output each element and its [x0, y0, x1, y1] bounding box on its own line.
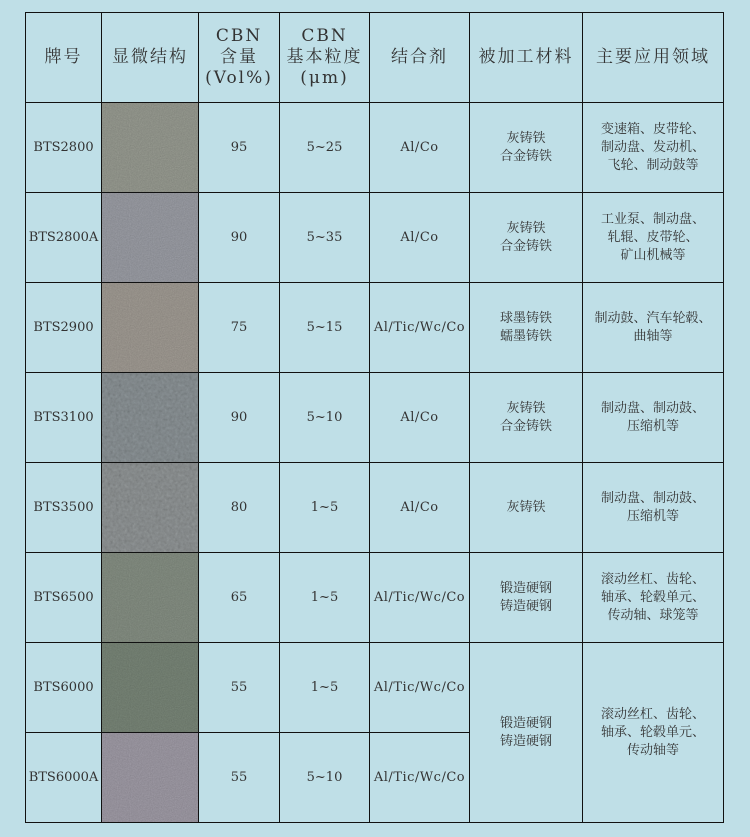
table-row	[26, 553, 724, 643]
cbn-content-cell: 90	[199, 193, 280, 283]
cbn-content-cell: 55	[199, 643, 280, 733]
binder-cell: Al/Co	[370, 193, 470, 283]
header-application: 主要应用领域	[583, 13, 724, 103]
header-grain-size: CBN 基本粒度 (μm)	[280, 13, 370, 103]
micrograph-image	[102, 373, 199, 463]
grade-cell: BTS3100	[26, 373, 102, 463]
material-cell: 灰铸铁 合金铸铁	[470, 103, 583, 193]
application-cell: 制动鼓、汽车轮毂、 曲轴等	[583, 283, 724, 373]
table-row	[26, 643, 724, 733]
table-row	[26, 463, 724, 553]
cbn-content-cell: 90	[199, 373, 280, 463]
binder-cell: Al/Co	[370, 103, 470, 193]
cbn-content-cell: 95	[199, 103, 280, 193]
application-cell: 工业泵、制动盘、 轧辊、皮带轮、 矿山机械等	[583, 193, 724, 283]
grade-cell: BTS6000	[26, 643, 102, 733]
header-grade: 牌号	[26, 13, 102, 103]
grain-size-cell: 5~35	[280, 193, 370, 283]
table-row	[26, 103, 724, 193]
material-cell: 球墨铸铁 蠕墨铸铁	[470, 283, 583, 373]
grade-cell: BTS2900	[26, 283, 102, 373]
grain-size-cell: 1~5	[280, 463, 370, 553]
grade-cell: BTS3500	[26, 463, 102, 553]
binder-cell: Al/Tic/Wc/Co	[370, 553, 470, 643]
micrograph-image	[102, 193, 199, 283]
material-cell: 锻造硬钢 铸造硬钢	[470, 553, 583, 643]
header-binder: 结合剂	[370, 13, 470, 103]
grain-size-cell: 5~15	[280, 283, 370, 373]
grain-size-cell: 1~5	[280, 553, 370, 643]
micrograph-image	[102, 553, 199, 643]
cbn-content-cell: 75	[199, 283, 280, 373]
micrograph-image	[102, 463, 199, 553]
header-cbn-content: CBN 含量 (Vol%)	[199, 13, 280, 103]
grade-cell: BTS6500	[26, 553, 102, 643]
cbn-grade-spec-table	[25, 12, 724, 823]
micrograph-image	[102, 733, 199, 823]
binder-cell: Al/Tic/Wc/Co	[370, 733, 470, 823]
micrograph-image	[102, 103, 199, 193]
application-cell: 滚动丝杠、齿轮、 轴承、轮毂单元、 传动轴、球笼等	[583, 553, 724, 643]
application-cell: 变速箱、皮带轮、 制动盘、发动机、 飞轮、制动鼓等	[583, 103, 724, 193]
micrograph-image	[102, 643, 199, 733]
grain-size-cell: 5~10	[280, 373, 370, 463]
table-row	[26, 373, 724, 463]
header-workpiece-material: 被加工材料	[470, 13, 583, 103]
material-cell-merged: 锻造硬钢 铸造硬钢	[470, 643, 583, 823]
application-cell: 制动盘、制动鼓、 压缩机等	[583, 373, 724, 463]
binder-cell: Al/Co	[370, 463, 470, 553]
material-cell: 灰铸铁 合金铸铁	[470, 193, 583, 283]
grain-size-cell: 5~10	[280, 733, 370, 823]
cbn-content-cell: 80	[199, 463, 280, 553]
binder-cell: Al/Tic/Wc/Co	[370, 643, 470, 733]
header-microstructure: 显微结构	[102, 13, 199, 103]
grain-size-cell: 5~25	[280, 103, 370, 193]
binder-cell: Al/Co	[370, 373, 470, 463]
grade-cell: BTS2800A	[26, 193, 102, 283]
application-cell: 制动盘、制动鼓、 压缩机等	[583, 463, 724, 553]
grade-cell: BTS2800	[26, 103, 102, 193]
header-row	[26, 13, 724, 103]
micrograph-image	[102, 283, 199, 373]
cbn-content-cell: 55	[199, 733, 280, 823]
material-cell: 灰铸铁	[470, 463, 583, 553]
material-cell: 灰铸铁 合金铸铁	[470, 373, 583, 463]
table-row	[26, 193, 724, 283]
grain-size-cell: 1~5	[280, 643, 370, 733]
application-cell-merged: 滚动丝杠、齿轮、 轴承、轮毂单元、 传动轴等	[583, 643, 724, 823]
table-row	[26, 283, 724, 373]
cbn-content-cell: 65	[199, 553, 280, 643]
binder-cell: Al/Tic/Wc/Co	[370, 283, 470, 373]
grade-cell: BTS6000A	[26, 733, 102, 823]
